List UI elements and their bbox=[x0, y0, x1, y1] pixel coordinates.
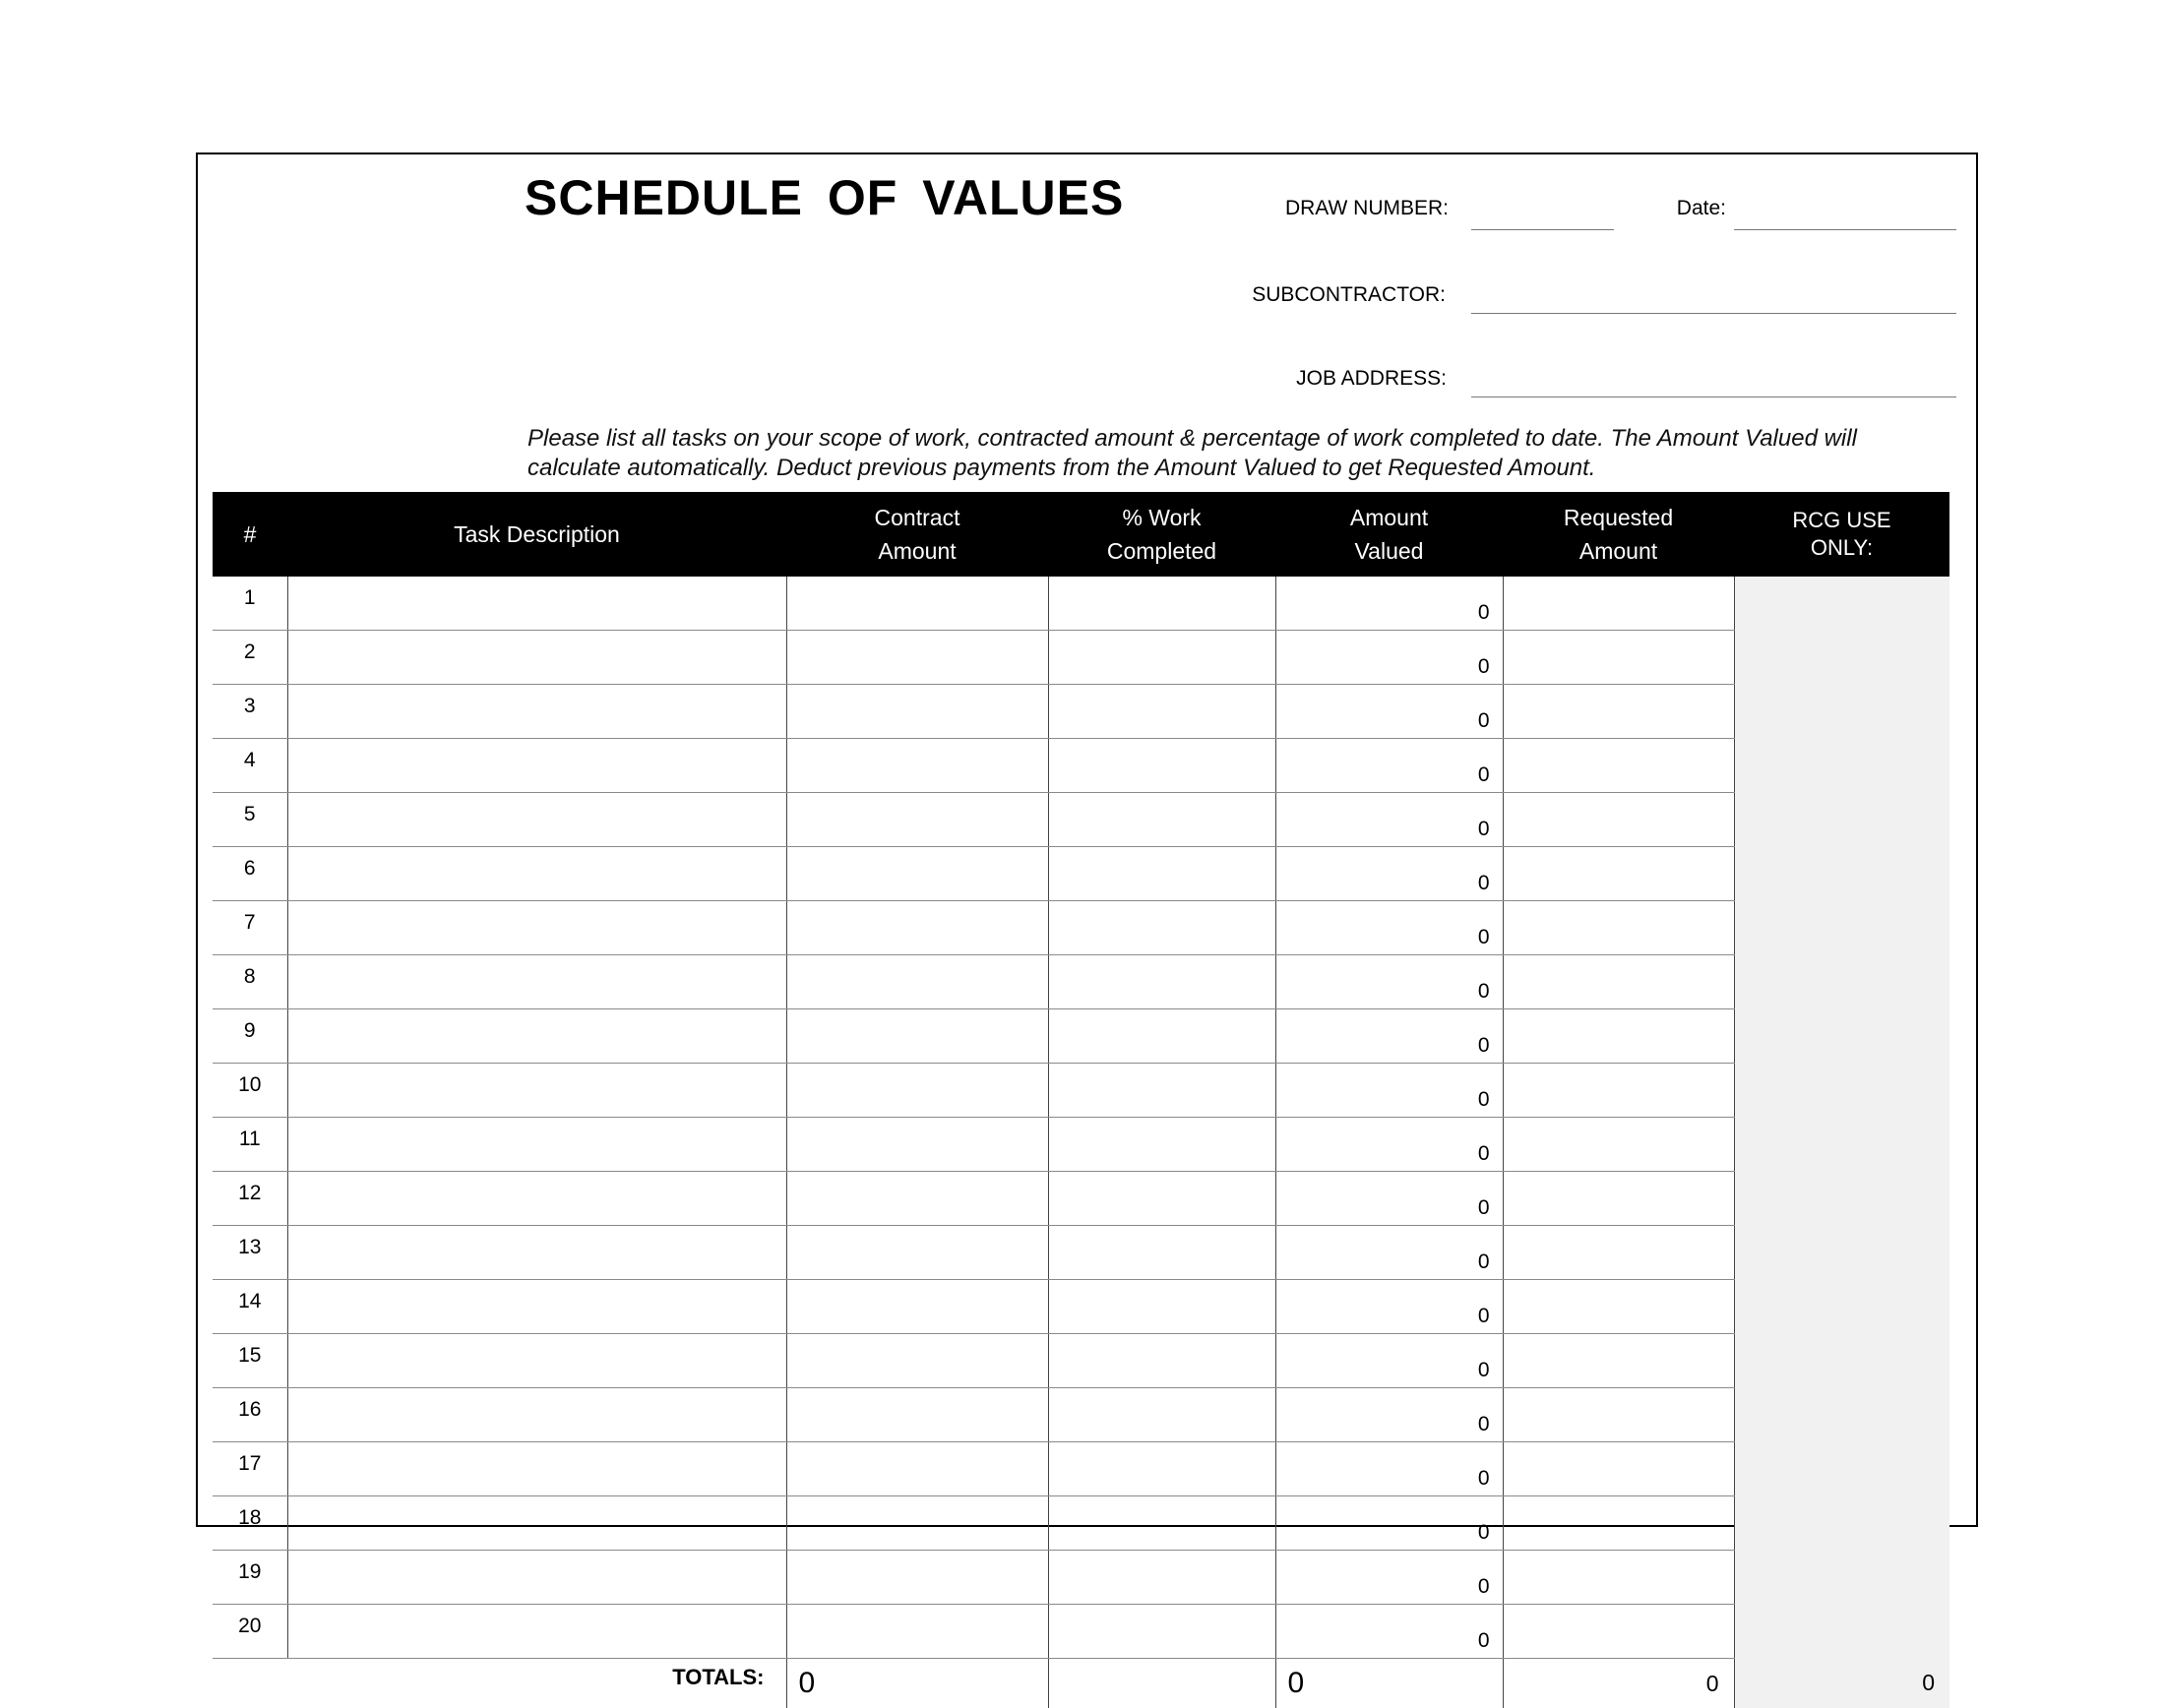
contract-amount-cell[interactable] bbox=[786, 847, 1048, 901]
work-completed-cell[interactable] bbox=[1048, 631, 1275, 685]
work-completed-cell[interactable] bbox=[1048, 901, 1275, 955]
contract-amount-cell[interactable] bbox=[786, 1226, 1048, 1280]
requested-amount-cell[interactable] bbox=[1503, 1551, 1734, 1605]
row-number: 18 bbox=[213, 1496, 287, 1551]
row-number: 13 bbox=[213, 1226, 287, 1280]
rcg-use-cell bbox=[1734, 1118, 1949, 1172]
rcg-use-cell bbox=[1734, 1064, 1949, 1118]
row-number: 20 bbox=[213, 1605, 287, 1659]
contract-amount-cell[interactable] bbox=[786, 1496, 1048, 1551]
amount-valued-cell: 0 bbox=[1275, 1172, 1503, 1226]
task-description-cell[interactable] bbox=[287, 1118, 786, 1172]
job-address-label: JOB ADDRESS: bbox=[1181, 367, 1447, 391]
row-number: 17 bbox=[213, 1442, 287, 1496]
requested-amount-cell[interactable] bbox=[1503, 847, 1734, 901]
contract-amount-cell[interactable] bbox=[786, 1009, 1048, 1064]
contract-amount-cell[interactable] bbox=[786, 1280, 1048, 1334]
subcontractor-label: SUBCONTRACTOR: bbox=[1181, 283, 1446, 307]
rcg-use-cell bbox=[1734, 1334, 1949, 1388]
work-completed-cell[interactable] bbox=[1048, 1064, 1275, 1118]
task-description-cell[interactable] bbox=[287, 1009, 786, 1064]
table-row bbox=[213, 1496, 1949, 1551]
amount-valued-cell: 0 bbox=[1275, 1064, 1503, 1118]
table-row bbox=[213, 1442, 1949, 1496]
work-completed-cell[interactable] bbox=[1048, 685, 1275, 739]
table-row bbox=[213, 739, 1949, 793]
contract-amount-cell[interactable] bbox=[786, 1605, 1048, 1659]
row-number: 5 bbox=[213, 793, 287, 847]
requested-amount-cell[interactable] bbox=[1503, 955, 1734, 1009]
total-amount-valued: 0 bbox=[1275, 1659, 1503, 1708]
table-row bbox=[213, 1388, 1949, 1442]
amount-valued-cell: 0 bbox=[1275, 739, 1503, 793]
requested-amount-cell[interactable] bbox=[1503, 1496, 1734, 1551]
requested-amount-cell[interactable] bbox=[1503, 1388, 1734, 1442]
task-description-cell[interactable] bbox=[287, 739, 786, 793]
amount-valued-cell: 0 bbox=[1275, 685, 1503, 739]
header-task-description: Task Description bbox=[287, 492, 786, 577]
row-number: 19 bbox=[213, 1551, 287, 1605]
contract-amount-cell[interactable] bbox=[786, 739, 1048, 793]
work-completed-cell[interactable] bbox=[1048, 1009, 1275, 1064]
header-num: # bbox=[213, 492, 287, 577]
contract-amount-cell[interactable] bbox=[786, 793, 1048, 847]
row-number: 12 bbox=[213, 1172, 287, 1226]
rcg-use-cell bbox=[1734, 631, 1949, 685]
table-row bbox=[213, 1009, 1949, 1064]
table-row bbox=[213, 1551, 1949, 1605]
requested-amount-cell[interactable] bbox=[1503, 1442, 1734, 1496]
header-requested-amount: Requested Amount bbox=[1503, 492, 1734, 577]
rcg-use-cell bbox=[1734, 577, 1949, 631]
task-description-cell[interactable] bbox=[287, 1442, 786, 1496]
row-number: 1 bbox=[213, 577, 287, 631]
requested-amount-cell[interactable] bbox=[1503, 1605, 1734, 1659]
header-work-completed: % Work Completed bbox=[1048, 492, 1275, 577]
row-number: 9 bbox=[213, 1009, 287, 1064]
amount-valued-cell: 0 bbox=[1275, 847, 1503, 901]
amount-valued-cell: 0 bbox=[1275, 1334, 1503, 1388]
draw-number-label: DRAW NUMBER: bbox=[1230, 197, 1449, 220]
amount-valued-cell: 0 bbox=[1275, 1009, 1503, 1064]
contract-amount-cell[interactable] bbox=[786, 1118, 1048, 1172]
work-completed-cell[interactable] bbox=[1048, 1442, 1275, 1496]
requested-amount-cell[interactable] bbox=[1503, 577, 1734, 631]
header-amount-valued: Amount Valued bbox=[1275, 492, 1503, 577]
task-description-cell[interactable] bbox=[287, 847, 786, 901]
contract-amount-cell[interactable] bbox=[786, 955, 1048, 1009]
task-description-cell[interactable] bbox=[287, 1551, 786, 1605]
total-rcg: 0 bbox=[1734, 1659, 1949, 1708]
totals-row bbox=[213, 1659, 1949, 1708]
rcg-use-cell bbox=[1734, 793, 1949, 847]
task-description-cell[interactable] bbox=[287, 1064, 786, 1118]
subcontractor-field[interactable] bbox=[1471, 313, 1956, 314]
contract-amount-cell[interactable] bbox=[786, 1064, 1048, 1118]
work-completed-cell[interactable] bbox=[1048, 847, 1275, 901]
header-contract-amount: Contract Amount bbox=[786, 492, 1048, 577]
table-row bbox=[213, 1064, 1949, 1118]
requested-amount-cell[interactable] bbox=[1503, 1009, 1734, 1064]
row-number: 15 bbox=[213, 1334, 287, 1388]
draw-number-field[interactable] bbox=[1471, 229, 1614, 230]
contract-amount-cell[interactable] bbox=[786, 901, 1048, 955]
header-rcg-use-only: RCG USE ONLY: bbox=[1734, 492, 1949, 577]
task-description-cell[interactable] bbox=[287, 793, 786, 847]
requested-amount-cell[interactable] bbox=[1503, 901, 1734, 955]
contract-amount-cell[interactable] bbox=[786, 631, 1048, 685]
task-description-cell[interactable] bbox=[287, 901, 786, 955]
work-completed-cell[interactable] bbox=[1048, 955, 1275, 1009]
task-description-cell[interactable] bbox=[287, 1226, 786, 1280]
table-row bbox=[213, 793, 1949, 847]
row-number: 11 bbox=[213, 1118, 287, 1172]
table-row bbox=[213, 901, 1949, 955]
contract-amount-cell[interactable] bbox=[786, 1388, 1048, 1442]
date-field[interactable] bbox=[1734, 229, 1956, 230]
amount-valued-cell: 0 bbox=[1275, 577, 1503, 631]
rcg-use-cell bbox=[1734, 1605, 1949, 1659]
work-completed-cell[interactable] bbox=[1048, 1551, 1275, 1605]
rcg-use-cell bbox=[1734, 1388, 1949, 1442]
contract-amount-cell[interactable] bbox=[786, 1442, 1048, 1496]
work-completed-cell[interactable] bbox=[1048, 739, 1275, 793]
table-row bbox=[213, 1605, 1949, 1659]
requested-amount-cell[interactable] bbox=[1503, 631, 1734, 685]
row-number: 14 bbox=[213, 1280, 287, 1334]
total-work-completed bbox=[1048, 1659, 1275, 1708]
page-title: SCHEDULE OF VALUES bbox=[525, 169, 1124, 226]
work-completed-cell[interactable] bbox=[1048, 1605, 1275, 1659]
totals-label: TOTALS: bbox=[213, 1659, 786, 1708]
amount-valued-cell: 0 bbox=[1275, 631, 1503, 685]
amount-valued-cell: 0 bbox=[1275, 1280, 1503, 1334]
total-contract-amount: 0 bbox=[786, 1659, 1048, 1708]
requested-amount-cell[interactable] bbox=[1503, 1334, 1734, 1388]
task-description-cell[interactable] bbox=[287, 577, 786, 631]
requested-amount-cell[interactable] bbox=[1503, 1118, 1734, 1172]
date-label: Date: bbox=[1624, 197, 1726, 220]
table-row bbox=[213, 1172, 1949, 1226]
contract-amount-cell[interactable] bbox=[786, 1551, 1048, 1605]
rcg-use-cell bbox=[1734, 1496, 1949, 1551]
requested-amount-cell[interactable] bbox=[1503, 1226, 1734, 1280]
requested-amount-cell[interactable] bbox=[1503, 1280, 1734, 1334]
contract-amount-cell[interactable] bbox=[786, 1334, 1048, 1388]
contract-amount-cell[interactable] bbox=[786, 1172, 1048, 1226]
work-completed-cell[interactable] bbox=[1048, 1280, 1275, 1334]
table-header-row bbox=[213, 492, 1949, 577]
work-completed-cell[interactable] bbox=[1048, 1118, 1275, 1172]
amount-valued-cell: 0 bbox=[1275, 1496, 1503, 1551]
work-completed-cell[interactable] bbox=[1048, 577, 1275, 631]
rcg-use-cell bbox=[1734, 901, 1949, 955]
amount-valued-cell: 0 bbox=[1275, 1226, 1503, 1280]
table-row bbox=[213, 577, 1949, 631]
rcg-use-cell bbox=[1734, 955, 1949, 1009]
rcg-use-cell bbox=[1734, 1226, 1949, 1280]
task-description-cell[interactable] bbox=[287, 1496, 786, 1551]
table-row bbox=[213, 1334, 1949, 1388]
task-description-cell[interactable] bbox=[287, 1334, 786, 1388]
table-row bbox=[213, 631, 1949, 685]
task-description-cell[interactable] bbox=[287, 1172, 786, 1226]
amount-valued-cell: 0 bbox=[1275, 901, 1503, 955]
table-row bbox=[213, 1118, 1949, 1172]
requested-amount-cell[interactable] bbox=[1503, 1064, 1734, 1118]
rcg-use-cell bbox=[1734, 739, 1949, 793]
rcg-use-cell bbox=[1734, 1442, 1949, 1496]
rcg-use-cell bbox=[1734, 685, 1949, 739]
row-number: 6 bbox=[213, 847, 287, 901]
amount-valued-cell: 0 bbox=[1275, 1605, 1503, 1659]
task-description-cell[interactable] bbox=[287, 955, 786, 1009]
table-row bbox=[213, 955, 1949, 1009]
table-row bbox=[213, 1226, 1949, 1280]
requested-amount-cell[interactable] bbox=[1503, 793, 1734, 847]
table-row bbox=[213, 1280, 1949, 1334]
requested-amount-cell[interactable] bbox=[1503, 685, 1734, 739]
task-description-cell[interactable] bbox=[287, 1605, 786, 1659]
requested-amount-cell[interactable] bbox=[1503, 739, 1734, 793]
work-completed-cell[interactable] bbox=[1048, 1496, 1275, 1551]
instructions-text: Please list all tasks on your scope of work, contracted amount & percentage of work completed to date. The Amount Valued will calculate automatically. Deduct previous payments from the Amount Valued to get Requested Amount. bbox=[527, 424, 1945, 483]
amount-valued-cell: 0 bbox=[1275, 793, 1503, 847]
row-number: 4 bbox=[213, 739, 287, 793]
task-description-cell[interactable] bbox=[287, 1280, 786, 1334]
row-number: 10 bbox=[213, 1064, 287, 1118]
amount-valued-cell: 0 bbox=[1275, 955, 1503, 1009]
rcg-use-cell bbox=[1734, 1172, 1949, 1226]
amount-valued-cell: 0 bbox=[1275, 1388, 1503, 1442]
total-requested-amount: 0 bbox=[1503, 1659, 1734, 1708]
work-completed-cell[interactable] bbox=[1048, 1388, 1275, 1442]
row-number: 7 bbox=[213, 901, 287, 955]
amount-valued-cell: 0 bbox=[1275, 1551, 1503, 1605]
row-number: 2 bbox=[213, 631, 287, 685]
task-description-cell[interactable] bbox=[287, 631, 786, 685]
table-row bbox=[213, 685, 1949, 739]
rcg-use-cell bbox=[1734, 847, 1949, 901]
rcg-use-cell bbox=[1734, 1551, 1949, 1605]
row-number: 16 bbox=[213, 1388, 287, 1442]
work-completed-cell[interactable] bbox=[1048, 1172, 1275, 1226]
task-description-cell[interactable] bbox=[287, 1388, 786, 1442]
work-completed-cell[interactable] bbox=[1048, 1334, 1275, 1388]
amount-valued-cell: 0 bbox=[1275, 1442, 1503, 1496]
amount-valued-cell: 0 bbox=[1275, 1118, 1503, 1172]
rcg-use-cell bbox=[1734, 1009, 1949, 1064]
contract-amount-cell[interactable] bbox=[786, 577, 1048, 631]
work-completed-cell[interactable] bbox=[1048, 1226, 1275, 1280]
table-row bbox=[213, 847, 1949, 901]
task-description-cell[interactable] bbox=[287, 685, 786, 739]
row-number: 3 bbox=[213, 685, 287, 739]
work-completed-cell[interactable] bbox=[1048, 793, 1275, 847]
requested-amount-cell[interactable] bbox=[1503, 1172, 1734, 1226]
contract-amount-cell[interactable] bbox=[786, 685, 1048, 739]
job-address-field[interactable] bbox=[1471, 396, 1956, 397]
schedule-table bbox=[213, 492, 1949, 1708]
row-number: 8 bbox=[213, 955, 287, 1009]
rcg-use-cell bbox=[1734, 1280, 1949, 1334]
